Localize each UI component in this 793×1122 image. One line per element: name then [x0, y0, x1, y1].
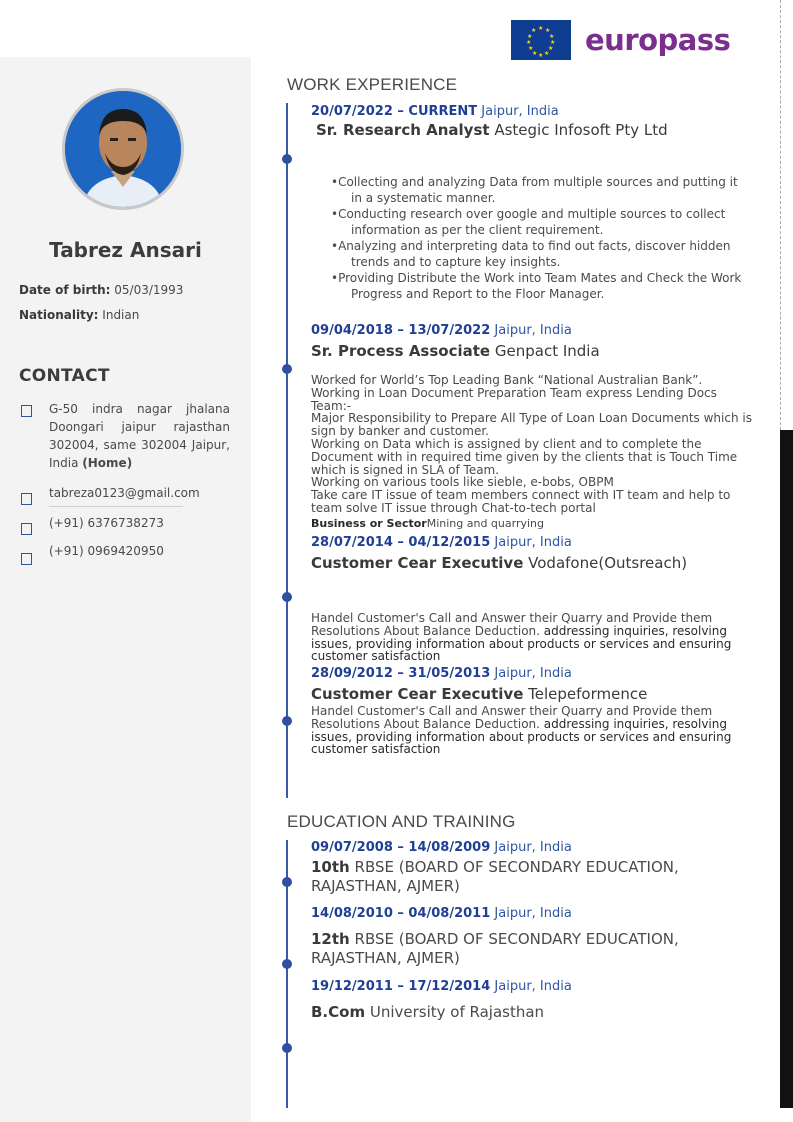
- address-type: (Home): [82, 456, 133, 470]
- job-dates: 20/07/2022 – CURRENT Jaipur, India: [311, 104, 559, 119]
- edu-dates: 09/07/2008 – 14/08/2009 Jaipur, India: [311, 840, 572, 855]
- nationality: [19, 308, 139, 322]
- date-of-birth: [19, 283, 183, 297]
- address: [49, 400, 230, 472]
- phone-2: (+91) 0969420950: [49, 544, 164, 558]
- timeline-dot: [282, 364, 292, 374]
- job-dates: 28/09/2012 – 31/05/2013 Jaipur, India: [311, 666, 572, 681]
- edu-qualification: B.Com University of Rajasthan: [311, 1003, 545, 1021]
- job-description: Worked for World’s Top Leading Bank “National Australian Bank”. Working in Loan Document Preparation Team express Lending Docs Team:- Major Responsibility to Prepare All Type of Loan Loan Documents which is sign by banker and customer. Working on Data which is assigned by client and to complete the Document with in required time given by the clients that is Touch Time which is signed in SLA of Team. Working on various tools like sieble, e-bobs, OBPM Take care IT issue of team members connect with IT team and help to team solve IT issue through Chat-to-tech portal: [311, 373, 752, 515]
- email-underline: [49, 506, 183, 507]
- list-item: •Conducting research over google and multiple sources to collect information as per the client requirement.: [331, 207, 726, 237]
- job-title: Sr. Research Analyst Astegic Infosoft Pty Ltd: [316, 121, 668, 139]
- dob-value: 05/03/1993: [114, 283, 184, 297]
- job-dates: 28/07/2014 – 04/12/2015 Jaipur, India: [311, 535, 572, 550]
- timeline-dot: [282, 959, 292, 969]
- job-title: Customer Cear Executive Telepeformence: [311, 685, 648, 703]
- europass-wordmark: europass: [585, 23, 731, 57]
- job-title: Sr. Process Associate Genpact India: [311, 342, 600, 360]
- edu-qualification: 10th RBSE (BOARD OF SECONDARY EDUCATION, RAJASTHAN, AJMER): [311, 858, 679, 895]
- edu-dates: 14/08/2010 – 04/08/2011 Jaipur, India: [311, 906, 572, 921]
- profile-photo: [62, 88, 184, 210]
- business-sector: Business or SectorMining and quarrying: [311, 517, 545, 530]
- email-icon: [21, 493, 32, 505]
- work-experience-heading: WORK EXPERIENCE: [287, 75, 458, 94]
- edu-qualification: 12th RBSE (BOARD OF SECONDARY EDUCATION, RAJASTHAN, AJMER): [311, 930, 679, 967]
- job-description: Handel Customer's Call and Answer their Quarry and Provide them Resolutions About Balance Deduction. addressing inquiries, resolving issues, providing information about products or services and ensuring customer satisfaction: [311, 704, 732, 757]
- dob-label: Date of birth:: [19, 283, 111, 297]
- list-item: •Analyzing and interpreting data to find out facts, discover hidden trends and to capture key insights.: [331, 239, 731, 269]
- nationality-label: Nationality:: [19, 308, 99, 322]
- home-icon: [21, 405, 32, 417]
- job-bullets: [331, 174, 751, 302]
- europass-logo: [511, 20, 730, 60]
- nationality-value: Indian: [102, 308, 140, 322]
- timeline-dot: [282, 592, 292, 602]
- timeline-dot: [282, 877, 292, 887]
- contact-heading: CONTACT: [19, 366, 110, 386]
- page-edge-top: [780, 0, 793, 430]
- work-timeline: [286, 103, 288, 798]
- timeline-dot: [282, 1043, 292, 1053]
- phone-icon: [21, 523, 32, 535]
- email-link[interactable]: tabreza0123@gmail.com: [49, 486, 200, 500]
- eu-flag-icon: ★ ★ ★ ★ ★ ★ ★ ★ ★ ★ ★ ★: [511, 20, 571, 60]
- edu-dates: 19/12/2011 – 17/12/2014 Jaipur, India: [311, 979, 572, 994]
- phone-icon: [21, 553, 32, 565]
- person-name: Tabrez Ansari: [49, 238, 202, 262]
- timeline-dot: [282, 716, 292, 726]
- job-dates: 09/04/2018 – 13/07/2022 Jaipur, India: [311, 323, 572, 338]
- timeline-dot: [282, 154, 292, 164]
- address-text: G-50 indra nagar jhalana Doongari jaipur rajasthan 302004, same 302004 Jaipur, India: [49, 402, 230, 470]
- job-title: Customer Cear Executive Vodafone(Outsreach): [311, 554, 688, 572]
- list-item: •Collecting and analyzing Data from multiple sources and putting it in a systematic manner.: [331, 175, 738, 205]
- list-item: •Providing Distribute the Work into Team Mates and Check the Work Progress and Report to the Floor Manager.: [331, 271, 742, 301]
- phone-1: (+91) 6376738273: [49, 516, 164, 530]
- sidebar: [0, 57, 251, 1122]
- education-heading: EDUCATION AND TRAINING: [287, 812, 516, 831]
- job-description: Handel Customer's Call and Answer their Quarry and Provide them Resolutions About Balance Deduction. addressing inquiries, resolving issues, providing information about products or services and ensuring customer satisfaction: [311, 611, 732, 664]
